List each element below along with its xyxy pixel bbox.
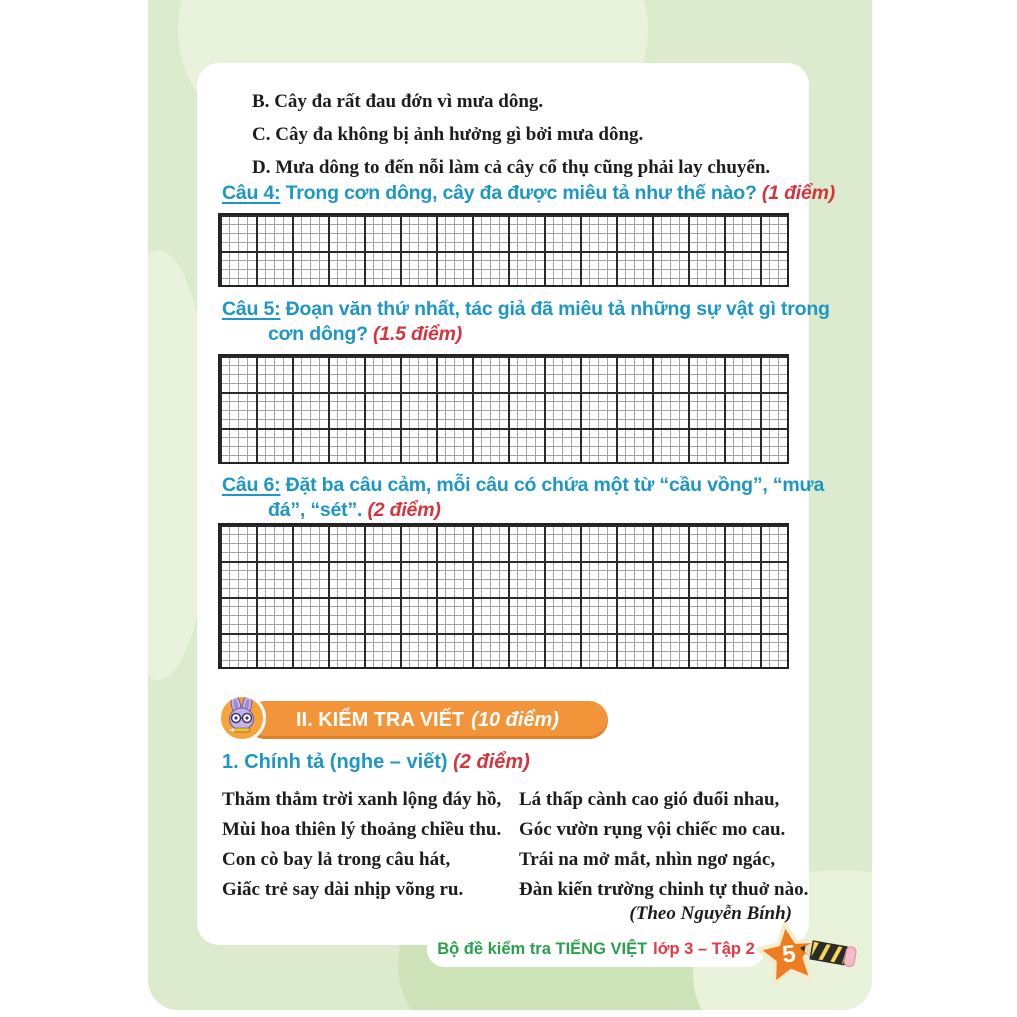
- section-2-title: II. KIỂM TRA VIẾT: [296, 708, 465, 731]
- question-4-label: Câu 4:: [222, 182, 281, 204]
- page-number: 5: [780, 940, 797, 969]
- question-5-heading: Câu 5: Đoạn văn thứ nhất, tác giả đã miêu tả những sự vật gì trong cơn dông? (1.5 điểm): [222, 298, 830, 345]
- section-2-title-pill: [246, 701, 608, 739]
- pencil-icon: [797, 936, 861, 976]
- question-4-heading: Câu 4: Trong cơn dông, cây đa được miêu tả như thế nào? (1 điểm): [222, 182, 836, 204]
- question-6-label: Câu 6:: [222, 474, 281, 496]
- content-card: [197, 63, 836, 945]
- footer-volume: lớp 3 – Tập 2: [653, 940, 755, 958]
- question-4-points: (1 điểm): [761, 182, 836, 204]
- writing-grid-question-5: [218, 354, 789, 464]
- poem-author: (Theo Nguyễn Bính): [629, 903, 792, 924]
- writing-grid-question-4: [218, 213, 789, 287]
- poem-right-column: Lá thấp cành cao gió đuổi nhau, Góc vườn rụng vội chiếc mo cau. Trái na mở mắt, nhìn ngơ ngác, Đàn kiến trường chinh tự thuở nào.: [519, 789, 809, 900]
- poem-left-column: Thăm thẳm trời xanh lộng đáy hồ, Mùi hoa thiên lý thoảng chiều thu. Con cò bay lả trong câu hát, Giấc trẻ say dài nhịp võng ru.: [222, 789, 502, 900]
- dictation-points: (2 điểm): [453, 751, 530, 773]
- option-d: D. Mưa dông to đến nỗi làm cả cây cổ thụ cũng phải lay chuyển.: [252, 157, 771, 178]
- section-2-points: (10 điểm): [471, 708, 559, 731]
- answer-options: [252, 91, 792, 190]
- dictation-poem: [222, 785, 809, 905]
- question-6-points: (2 điểm): [367, 499, 441, 521]
- rabbit-icon: [218, 694, 266, 742]
- footer-series-title: Bộ đề kiểm tra TIẾNG VIỆT: [437, 940, 648, 958]
- question-5-points: (1.5 điểm): [373, 323, 463, 345]
- option-b: B. Cây đa rất đau đớn vì mưa dông.: [252, 91, 544, 112]
- question-6-heading: Câu 6: Đặt ba câu cảm, mỗi câu có chứa một từ “cầu vồng”, “mưa đá”, “sét”. (2 điểm): [222, 474, 825, 521]
- footer-book-title: [427, 932, 765, 967]
- dictation-heading: 1. Chính tả (nghe – viết) (2 điểm): [222, 751, 530, 773]
- writing-grid-question-6: [218, 523, 789, 669]
- option-c: C. Cây đa không bị ảnh hưởng gì bởi mưa dông.: [252, 124, 644, 145]
- section-2-banner: [218, 694, 778, 746]
- question-5-label: Câu 5:: [222, 298, 281, 320]
